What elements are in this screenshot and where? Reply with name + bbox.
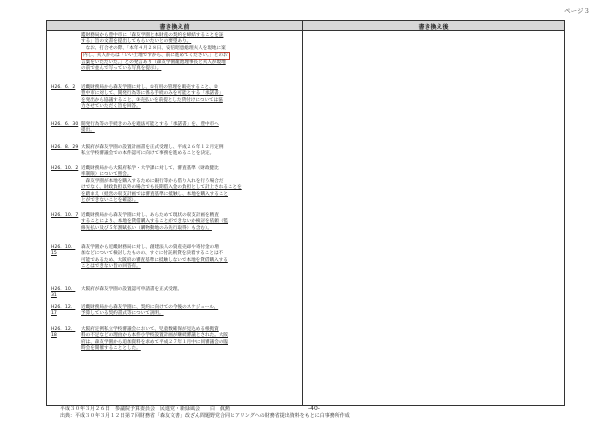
intro-line (81, 52, 297, 60)
entry-text (81, 166, 297, 204)
intro-line: の前で並んで写っている写真を提示）。 (81, 66, 162, 72)
entry-date: H26．10．7 (51, 213, 79, 218)
entry-line: とができないことを確認）。 (81, 198, 139, 204)
intro-line: する」旨の文書を提出してもらいたいとの要望あり。 (81, 39, 192, 45)
entry-line: 修先払い及び５年割賦払い（購物動地のみ先行取得）も含む）。 (81, 225, 212, 231)
footer-committee-line: 平成３０年３月２６日 参議院予算委員会 民進党・新緑風会 白 眞勲 (60, 406, 231, 412)
entry-text (81, 327, 297, 353)
entry-line: ことはできない旨の回答有。 (81, 264, 141, 270)
entry-date: H26．12．17 (51, 305, 76, 317)
comparison-table (46, 20, 565, 406)
entry-date: H26．10．31 (51, 287, 76, 299)
entry-line: 近畿財務局から森友学園に、契約に向けての今後のスケジュール、 (81, 305, 219, 310)
entry-line: することにより、本地を貸借購入することができないか検討を依頼（監 (81, 219, 229, 225)
intro-line: 言葉をいただいた。」との発言あり（森友学園籠池理事長と夫人が現地 (81, 59, 226, 65)
highlighted-passage: 内し、夫人からは「いい土地ですから、前に進めてください。」とのお (83, 53, 228, 59)
entry-line: 時会を開催することとした。 (81, 346, 141, 352)
entry-date: H26．10．2 (51, 166, 79, 171)
page-number: -40- (308, 405, 320, 412)
entry-line: 森友学園が本地を購入するために銀行等から借り入れを行う場合だ (81, 178, 224, 184)
intro-paragraph (81, 33, 297, 73)
entry-line: 近畿財務局から森友学園に対し、あらためて現状の収支計画を精査 (81, 213, 219, 218)
entry-line: 料の不足などの理由から本件小学校設置計画が継続審議とされた。大阪 (81, 333, 229, 339)
entry-text (81, 213, 297, 232)
entry-text (81, 122, 297, 135)
page-footer (60, 406, 580, 420)
entry-line: を踏まえ（経営の収支計画では審査基準に抵触し、本地を購入すること (81, 191, 229, 197)
entry-text (81, 305, 297, 318)
header-before: 書き換え前 (159, 24, 190, 31)
entry-line: 豊中市に対して、開発行為等に係る手続のみを可能とする「承諾書」 (81, 91, 224, 97)
footer-source-line: 出典：平成３０年３月１２日第７回財務省「森友文書」改ざん問題野党合同ヒアリングへの財務省提出資料をもとに白事務所作成 (60, 413, 350, 419)
entry-line: 近畿財務局から大阪府私学・大学課に対して、審査基準（財政健比 (81, 166, 219, 171)
entry-date: H26．8．29 (51, 145, 79, 150)
entry-line: けでなく、財政負担以外の場合でも長期借入金の負担として計上されることを (81, 185, 242, 191)
entry-date: H26．12．18 (51, 327, 76, 339)
entry-line: 府は、森友学園から追加資料を求めて平成２７年１月中に同審議会の臨 (81, 339, 229, 345)
entry-text (81, 145, 297, 158)
entry-line: 大阪府が森友学園の設置認可申請書を正式受理。 (81, 287, 183, 292)
intro-line: なお、打合せの際、「本年４月２８日、安倍昭恵総理夫人を現地に案 (81, 45, 226, 51)
entry-line: 私立学校審議会での本件認可に向けて事務を進めることを決定。 (81, 151, 215, 157)
entry-text (81, 287, 297, 293)
entry-line: 可能であるため、大阪府の審査基準に抵触しないで本地を貸借購入する (81, 257, 228, 263)
entry-line: 近畿財務局から森友学園に対し、①有用の管理を販売すること、② (81, 85, 218, 90)
entry-line: 率制限）について照会。 (81, 172, 132, 178)
header-after: 書き換え後 (418, 24, 449, 31)
entry-line: 大阪府定例私立学校審議会において、児童数確保が見込める根拠資 (81, 327, 219, 332)
page-label: ページ３ (564, 7, 590, 15)
entry-date: H26．6．2 (51, 85, 76, 90)
entry-line: 力させていただく旨を回答。 (81, 104, 141, 110)
entry-line: 加などについて検討したものの、すぐに付託則貸を決着することは不 (81, 251, 224, 257)
entry-line: 予算している契約書式等について説明。 (81, 311, 164, 317)
column-divider (302, 21, 303, 405)
entry-date: H26．10．15 (51, 245, 76, 257)
entry-line: 森友学園から近畿財務局に対し、創建法人の資産売却や寄付金の増 (81, 245, 219, 250)
entry-line: 提出。 (81, 128, 95, 134)
entry-line: を発出から協議すること、③売払いを前提とした貸付けについては協 (81, 97, 223, 103)
entry-text (81, 85, 297, 111)
entry-line: 大阪府が森友学園の設置計画書を正式受理し、平成２６年１２月定例 (81, 145, 224, 150)
entry-date: H26．6．30 (51, 122, 79, 127)
entry-text (81, 245, 297, 271)
entry-line: 開発行為等の手続きのみを適法可能とする「承諾書」を、豊中市へ (81, 122, 219, 127)
intro-line: 鑑財務局から豊中市に「森友学園と本財産の契約を締結することを証 (81, 33, 224, 38)
